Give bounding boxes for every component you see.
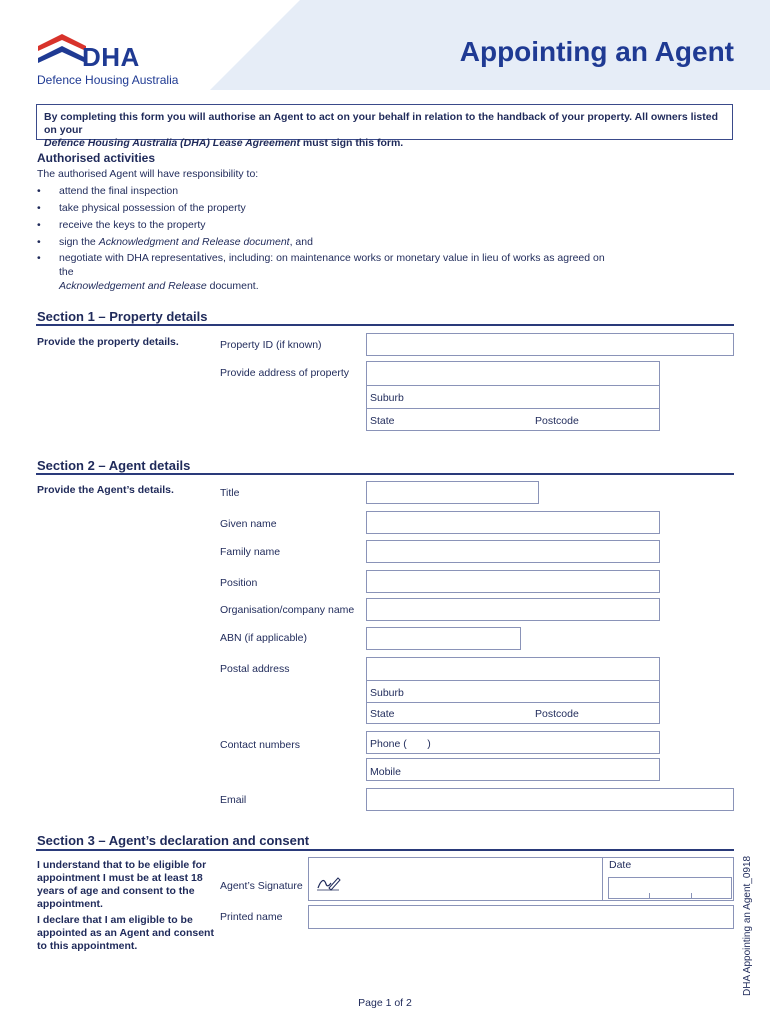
eligibility-statement: [37, 859, 206, 911]
abn-label: ABN (if applicable): [220, 632, 307, 644]
bullet-text: attend the final inspection: [59, 185, 179, 197]
section2-instruction: Provide the Agent’s details.: [37, 484, 174, 496]
intro-line1: By completing this form you will authorise an Agent to act on your behalf in relation to the handback of your property. All owners listed on your: [44, 111, 719, 136]
bullet-text-post: document.: [206, 280, 259, 292]
page-number: Page 1 of 2: [358, 997, 412, 1009]
bullet-text: [59, 235, 619, 249]
printed-name-input[interactable]: [308, 905, 734, 929]
state-label: State: [370, 415, 395, 427]
property-address-input[interactable]: [366, 361, 660, 431]
family-name-label: Family name: [220, 546, 281, 558]
bullet-text-italic: Acknowledgement and Release: [59, 280, 207, 292]
declaration-statement: [37, 914, 214, 953]
authorised-lead: The authorised Agent will have responsibility to:: [37, 168, 259, 180]
given-name-input[interactable]: [366, 511, 660, 534]
abn-input[interactable]: [366, 627, 521, 650]
phone-input[interactable]: [366, 731, 660, 754]
bullet-dot: •: [37, 252, 41, 264]
date-label: Date: [609, 859, 632, 871]
postcode-label: Postcode: [535, 415, 579, 427]
bullet-dot: •: [37, 202, 41, 214]
authorised-heading: Authorised activities: [37, 151, 156, 165]
property-id-label: Property ID (if known): [220, 339, 322, 351]
pen-signature-icon: [315, 874, 341, 892]
date-separator: [691, 893, 692, 899]
bullet-text-post: , and: [289, 236, 313, 248]
section2-rule: [36, 473, 734, 475]
bullet-text: take physical possession of the property: [59, 202, 246, 214]
mobile-label: Mobile: [370, 766, 401, 778]
contact-numbers-label: Contact numbers: [220, 739, 300, 751]
bullet-dot: •: [37, 219, 41, 231]
eligibility-line: I understand that to be eligible for: [37, 859, 207, 871]
section1-heading: Section 1 – Property details: [37, 309, 208, 324]
email-label: Email: [220, 794, 247, 806]
position-label: Position: [220, 577, 258, 589]
bullet-text: receive the keys to the property: [59, 219, 206, 231]
agent-signature-label: Agent’s Signature: [220, 880, 303, 892]
address-divider: [367, 408, 659, 409]
bullet-text-line1: negotiate with DHA representatives, including: on maintenance works or monetary value in lieu of works as agreed on the: [59, 252, 605, 278]
section1-instruction: Provide the property details.: [37, 336, 179, 348]
section2-heading: Section 2 – Agent details: [37, 458, 191, 473]
bullet-dot: •: [37, 236, 41, 248]
printed-name-label: Printed name: [220, 911, 283, 923]
position-input[interactable]: [366, 570, 660, 593]
bullet-text: [59, 251, 619, 293]
suburb-label: Suburb: [370, 687, 404, 699]
declaration-line: appointed as an Agent and consent: [37, 927, 214, 939]
address-divider: [367, 680, 659, 681]
title-label: Title: [220, 487, 240, 499]
logo-subtitle: Defence Housing Australia: [37, 73, 179, 87]
intro-lease-agreement: Defence Housing Australia (DHA) Lease Agreement: [44, 137, 300, 149]
bullet-text-pre: sign the: [59, 236, 99, 248]
intro-line2: must sign this form.: [299, 137, 404, 149]
section3-heading: Section 3 – Agent’s declaration and consent: [37, 833, 310, 848]
declaration-line: I declare that I am eligible to be: [37, 914, 193, 926]
phone-label: Phone ( ): [370, 738, 431, 750]
eligibility-line: appointment I must be at least 18: [37, 872, 203, 884]
logo-text: DHA: [82, 42, 140, 72]
organisation-input[interactable]: [366, 598, 660, 621]
form-code: DHA Appointing an Agent_0918: [742, 855, 753, 996]
title-input[interactable]: [366, 481, 539, 504]
suburb-label: Suburb: [370, 392, 404, 404]
property-address-label: Provide address of property: [220, 367, 349, 379]
eligibility-line: appointment.: [37, 898, 103, 910]
postcode-label: Postcode: [535, 708, 579, 720]
eligibility-line: years of age and consent to the: [37, 885, 195, 897]
section1-rule: [36, 324, 734, 326]
state-label: State: [370, 708, 395, 720]
mobile-input[interactable]: [366, 758, 660, 781]
date-divider: [602, 857, 603, 901]
section3-rule: [36, 849, 734, 851]
declaration-line: to this appointment.: [37, 940, 138, 952]
dha-logo-icon: [36, 32, 88, 70]
family-name-input[interactable]: [366, 540, 660, 563]
address-divider: [367, 702, 659, 703]
page-title: Appointing an Agent: [459, 36, 734, 67]
postal-address-label: Postal address: [220, 663, 290, 675]
property-id-input[interactable]: [366, 333, 734, 356]
email-input[interactable]: [366, 788, 734, 811]
postal-address-input[interactable]: [366, 657, 660, 724]
intro-box: [36, 104, 733, 149]
date-input[interactable]: [608, 877, 732, 899]
bullet-dot: •: [37, 185, 41, 197]
given-name-label: Given name: [220, 518, 277, 530]
date-separator: [649, 893, 650, 899]
bullet-text-italic: Acknowledgment and Release document: [98, 236, 290, 248]
address-divider: [367, 385, 659, 386]
organisation-label: Organisation/company name: [220, 604, 355, 616]
